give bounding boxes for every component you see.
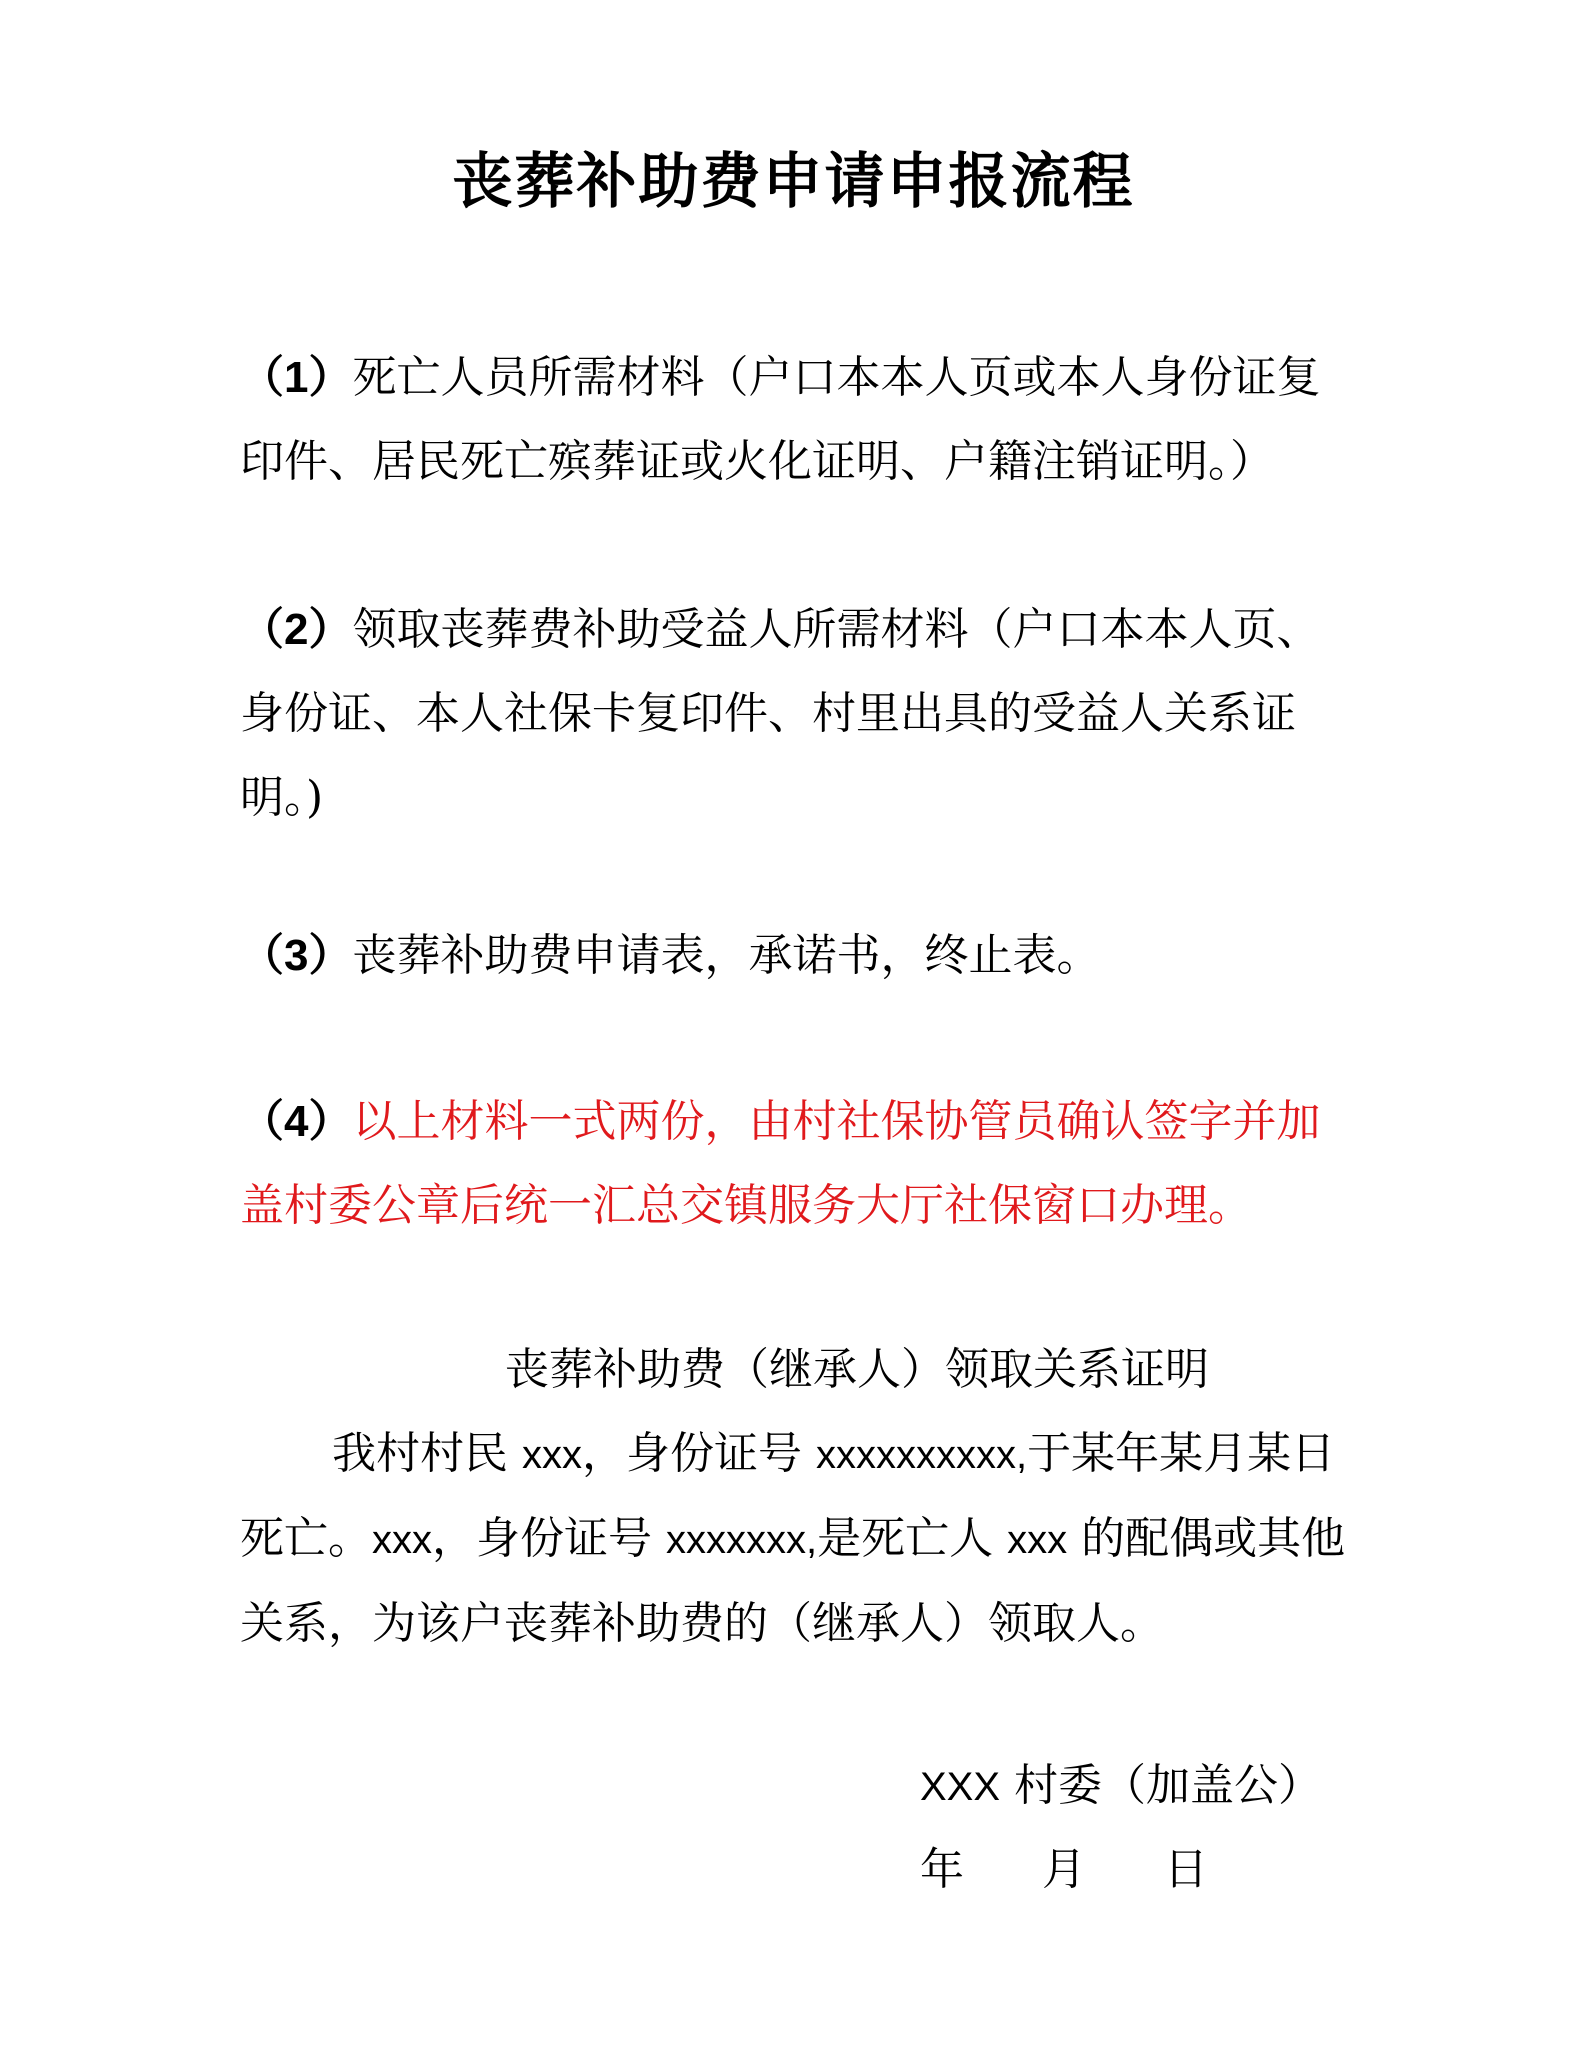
signature-text: 村委（加盖公） [1000,1760,1323,1811]
deceased-id-placeholder: xxxxxxxxxx, [816,1433,1028,1477]
deceased-name-placeholder: xxx [522,1433,582,1477]
step-4-number: （4） [240,1097,353,1146]
step-1-text: 死亡人员所需材料（户口本本人页或本人身份证复印件、居民死亡殡葬证或火化证明、户籍注销证明。） [240,352,1321,487]
date-month-label: 月 [1042,1844,1086,1895]
certificate-body [240,1412,1360,1666]
step-4 [240,1080,1360,1248]
signature-line [920,1744,1322,1829]
signature-org-placeholder: XXX [920,1765,1001,1809]
heir-name-placeholder: xxx [372,1518,432,1562]
certificate-title: 丧葬补助费（继承人）领取关系证明 [505,1344,1209,1395]
step-3-text: 丧葬补助费申请表，承诺书，终止表。 [352,930,1101,981]
certificate-text: ，身份证号 [582,1428,816,1479]
step-2-text: 领取丧葬费补助受益人所需材料（户口本本人页、身份证、本人社保卡复印件、村里出具的受益人关系证明。) [240,604,1321,823]
step-2 [240,588,1360,840]
date-day-label: 日 [1164,1844,1208,1895]
date-year-label: 年 [920,1844,964,1895]
step-3-number: （3） [240,931,353,980]
date-line [920,1828,1208,1912]
certificate-text: 是死亡人 [817,1513,1008,1564]
step-3 [240,914,1360,998]
page-title: 丧葬补助费申请申报流程 [452,147,1135,217]
step-1 [240,336,1360,504]
certificate-text: ，身份证号 [432,1513,666,1564]
deceased-name-placeholder-2: xxx [1007,1518,1068,1562]
step-2-number: （2） [240,605,353,654]
certificate-text: 于某年某月某日死亡。 [240,1428,1336,1564]
certificate-text: 的配偶或其他关系，为该户丧葬补助费的（继承人）领取人。 [240,1513,1346,1649]
heir-id-placeholder: xxxxxxx, [666,1518,818,1562]
step-1-number: （1） [240,353,353,402]
certificate-text: 我村村民 [332,1428,522,1479]
step-4-highlighted-text: 以上材料一式两份，由村社保协管员确认签字并加盖村委公章后统一汇总交镇服务大厅社保窗口办理。 [240,1096,1321,1231]
